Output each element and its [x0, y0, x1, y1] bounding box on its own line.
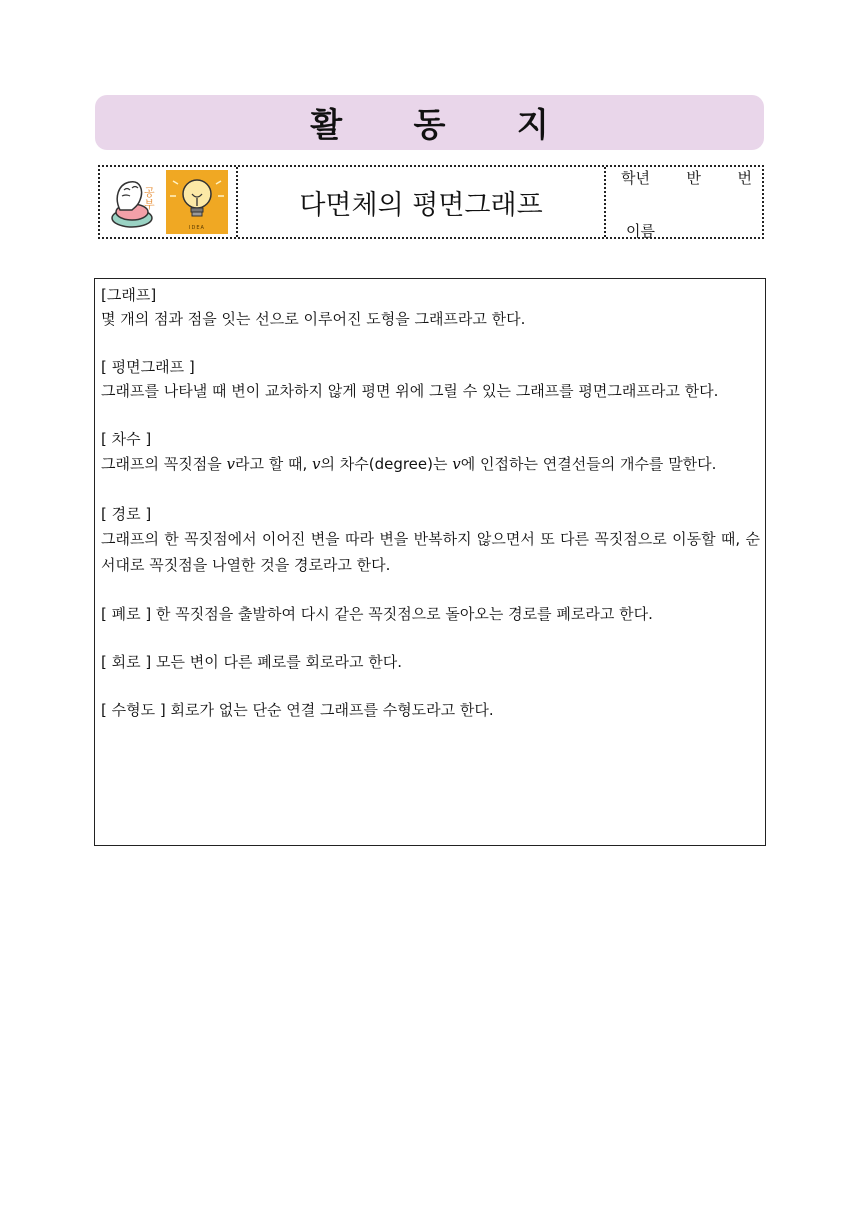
name-label: 이름: [626, 222, 655, 240]
study-character-icon: [110, 174, 160, 230]
number-label: 번: [737, 169, 752, 187]
variable-v: v: [226, 455, 235, 473]
svg-text:부: 부: [144, 198, 155, 211]
banner-title: 활 동 지: [310, 105, 579, 144]
cycle-def: [101, 650, 760, 674]
cycle-heading: [ 회로 ]: [101, 653, 152, 671]
planar-graph-heading: [ 평면그래프 ]: [101, 358, 195, 376]
closed-path-heading: [ 폐로 ]: [101, 605, 152, 623]
variable-v: v: [312, 455, 321, 473]
svg-text:공: 공: [144, 186, 155, 199]
variable-v: v: [452, 455, 461, 473]
worksheet-title: 다면체의 평면그래프: [238, 167, 606, 237]
definitions-box: [94, 278, 766, 846]
path-heading: [ 경로 ]: [101, 505, 152, 523]
student-info: [606, 167, 762, 240]
idea-label: IDEA: [189, 225, 205, 231]
icon-cell: [100, 167, 238, 237]
graph-text: 몇 개의 점과 점을 잇는 선으로 이루어진 도형을 그래프라고 한다.: [101, 310, 526, 328]
tree-text: 회로가 없는 단순 연결 그래프를 수형도라고 한다.: [165, 701, 494, 719]
closed-path-def: [101, 602, 760, 626]
degree-text: 그래프의 꼭짓점을 v라고 할 때, v의 차수(degree)는 v에 인접하는 연결선들의 개수를 말한다.: [101, 455, 717, 473]
worksheet-header: [98, 165, 764, 239]
grade-label: 학년: [621, 169, 650, 187]
path-text: 그래프의 한 꼭짓점에서 이어진 변을 따라 변을 반복하지 않으면서 또 다른 꼭짓점으로 이동할 때, 순서대로 꼭짓점을 나열한 것을 경로라고 한다.: [101, 530, 760, 574]
degree-heading: [ 차수 ]: [101, 430, 152, 448]
tree-def: [101, 698, 760, 722]
planar-graph-text: 그래프를 나타낼 때 변이 교차하지 않게 평면 위에 그릴 수 있는 그래프를 평면그래프라고 한다.: [101, 382, 719, 400]
closed-path-text: 한 꼭짓점을 출발하여 다시 같은 꼭짓점으로 돌아오는 경로를 폐로라고 한다.: [151, 605, 653, 623]
title-banner: [95, 95, 764, 150]
graph-heading: [그래프]: [101, 286, 157, 304]
class-label: 반: [686, 169, 701, 187]
tree-heading: [ 수형도 ]: [101, 701, 166, 719]
idea-lightbulb-icon: [166, 170, 228, 234]
cycle-text: 모든 변이 다른 폐로를 회로라고 한다.: [151, 653, 402, 671]
